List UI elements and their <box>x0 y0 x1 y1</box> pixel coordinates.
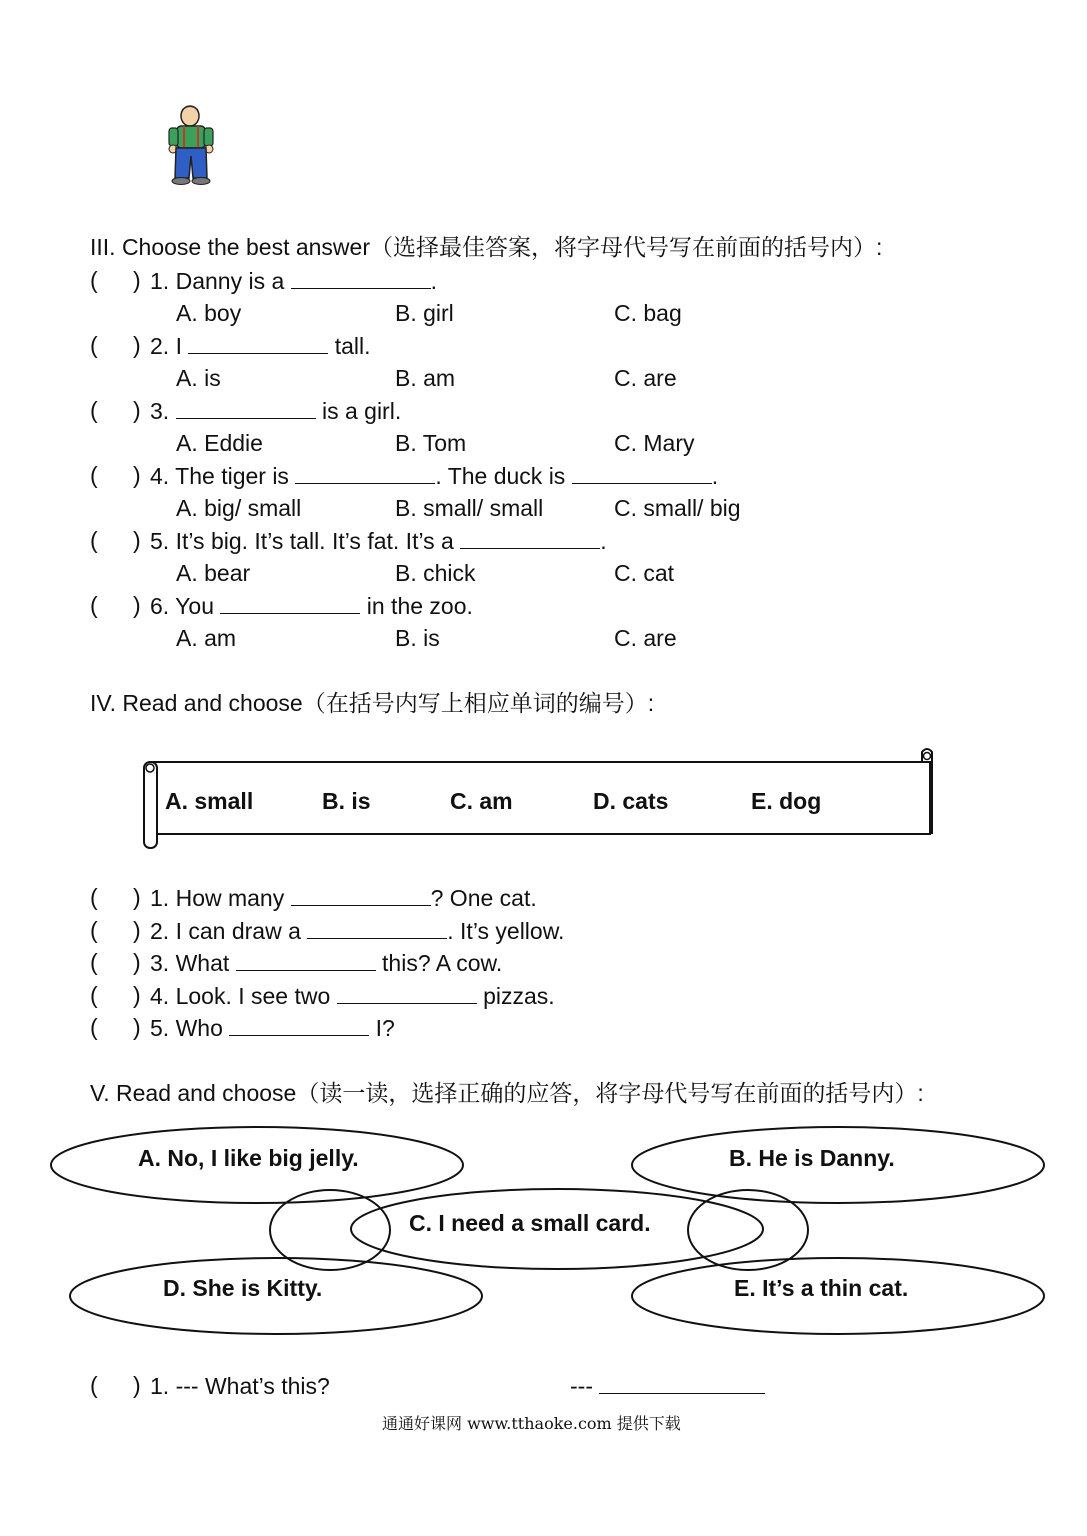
answer-paren-open: ( <box>90 397 98 423</box>
answer-paren-close: ) <box>133 267 141 293</box>
answer-blank[interactable] <box>220 593 360 614</box>
answer-blank[interactable] <box>337 983 477 1004</box>
footer-text: 通通好课网 www.tthaoke.com 提供下载 <box>382 1414 681 1433</box>
answer-paren-open: ( <box>90 982 98 1008</box>
answer-paren-close: ) <box>133 917 141 943</box>
answer-paren-close: ) <box>133 949 141 975</box>
answer-paren-open: ( <box>90 1014 98 1040</box>
answer-blank[interactable] <box>229 1015 369 1036</box>
option-a: A. is <box>176 365 221 391</box>
question-text: 5. It’s big. It’s tall. It’s fat. It’s a . <box>150 528 607 554</box>
answer-blank[interactable] <box>176 398 316 419</box>
section-5-heading: V. Read and choose（读一读，选择正确的应答，将字母代号写在前面的括号内）: <box>90 1080 924 1106</box>
option-c: C. are <box>614 365 677 391</box>
word-bank-e: E. dog <box>751 788 822 814</box>
option-a: A. am <box>176 625 237 651</box>
section-3-heading: III. Choose the best answer（选择最佳答案，将字母代号写在前面的括号内）: <box>90 234 883 260</box>
answer-paren-close: ) <box>133 1014 141 1040</box>
answer-paren-open: ( <box>90 267 98 293</box>
option-b: B. chick <box>395 560 476 586</box>
option-c: C. are <box>614 625 677 651</box>
answer-paren-close: ) <box>133 332 141 358</box>
word-bank-c: C. am <box>450 788 513 814</box>
answer-paren-close: ) <box>133 884 141 910</box>
option-c: C. bag <box>614 300 682 326</box>
answer-option-a: A. No, I like big jelly. <box>138 1145 359 1171</box>
answer-paren-close: ) <box>133 462 141 488</box>
option-b: B. small/ small <box>395 495 544 521</box>
answer-paren-open: ( <box>90 592 98 618</box>
question-text: 5. Who I? <box>150 1015 395 1041</box>
answer-paren-close: ) <box>133 397 141 423</box>
option-c: C. cat <box>614 560 675 586</box>
boy-illustration <box>160 104 224 188</box>
answer-paren-open: ( <box>90 462 98 488</box>
option-b: B. am <box>395 365 456 391</box>
question-text: 1. How many ? One cat. <box>150 885 537 911</box>
word-bank-b: B. is <box>322 788 371 814</box>
answer-blank[interactable] <box>291 885 431 906</box>
answer-blank[interactable] <box>188 333 328 354</box>
answer-paren-open: ( <box>90 527 98 553</box>
question-text: 3. What this? A cow. <box>150 950 503 976</box>
reply-line: --- <box>570 1372 765 1400</box>
answer-paren-close: ) <box>133 592 141 618</box>
question-text: 2. I can draw a . It’s yellow. <box>150 918 565 944</box>
word-bank-a: A. small <box>165 788 254 814</box>
option-c: C. Mary <box>614 430 695 456</box>
answer-paren-close: ) <box>133 1372 141 1398</box>
answer-blank[interactable] <box>572 463 712 484</box>
answer-blank[interactable] <box>291 268 431 289</box>
question-text: 3. is a girl. <box>150 398 402 424</box>
answer-option-d: D. She is Kitty. <box>163 1275 323 1301</box>
answer-blank[interactable] <box>599 1373 765 1394</box>
answer-paren-close: ) <box>133 982 141 1008</box>
option-a: A. boy <box>176 300 242 326</box>
word-bank-d: D. cats <box>593 788 669 814</box>
answer-paren-open: ( <box>90 332 98 358</box>
question-text: 1. --- What’s this? <box>150 1373 330 1399</box>
answer-paren-open: ( <box>90 917 98 943</box>
question-text: 4. Look. I see two pizzas. <box>150 983 555 1009</box>
option-a: A. Eddie <box>176 430 263 456</box>
option-a: A. big/ small <box>176 495 302 521</box>
answer-blank[interactable] <box>460 528 600 549</box>
answer-blank[interactable] <box>295 463 435 484</box>
question-text: 6. You in the zoo. <box>150 593 473 619</box>
section-4-heading: IV. Read and choose（在括号内写上相应单词的编号）: <box>90 690 655 716</box>
answer-blank[interactable] <box>236 950 376 971</box>
option-a: A. bear <box>176 560 251 586</box>
option-b: B. is <box>395 625 440 651</box>
question-text: 4. The tiger is . The duck is . <box>150 463 719 489</box>
option-b: B. girl <box>395 300 454 326</box>
answer-option-e: E. It’s a thin cat. <box>734 1275 909 1301</box>
option-c: C. small/ big <box>614 495 741 521</box>
question-text: 2. I tall. <box>150 333 371 359</box>
answer-blank[interactable] <box>307 918 447 939</box>
option-b: B. Tom <box>395 430 467 456</box>
answer-paren-open: ( <box>90 884 98 910</box>
answer-paren-open: ( <box>90 949 98 975</box>
question-text: 1. Danny is a . <box>150 268 438 294</box>
answer-option-c: C. I need a small card. <box>409 1210 651 1236</box>
answer-option-b: B. He is Danny. <box>729 1145 895 1171</box>
answer-paren-close: ) <box>133 527 141 553</box>
answer-paren-open: ( <box>90 1372 98 1398</box>
